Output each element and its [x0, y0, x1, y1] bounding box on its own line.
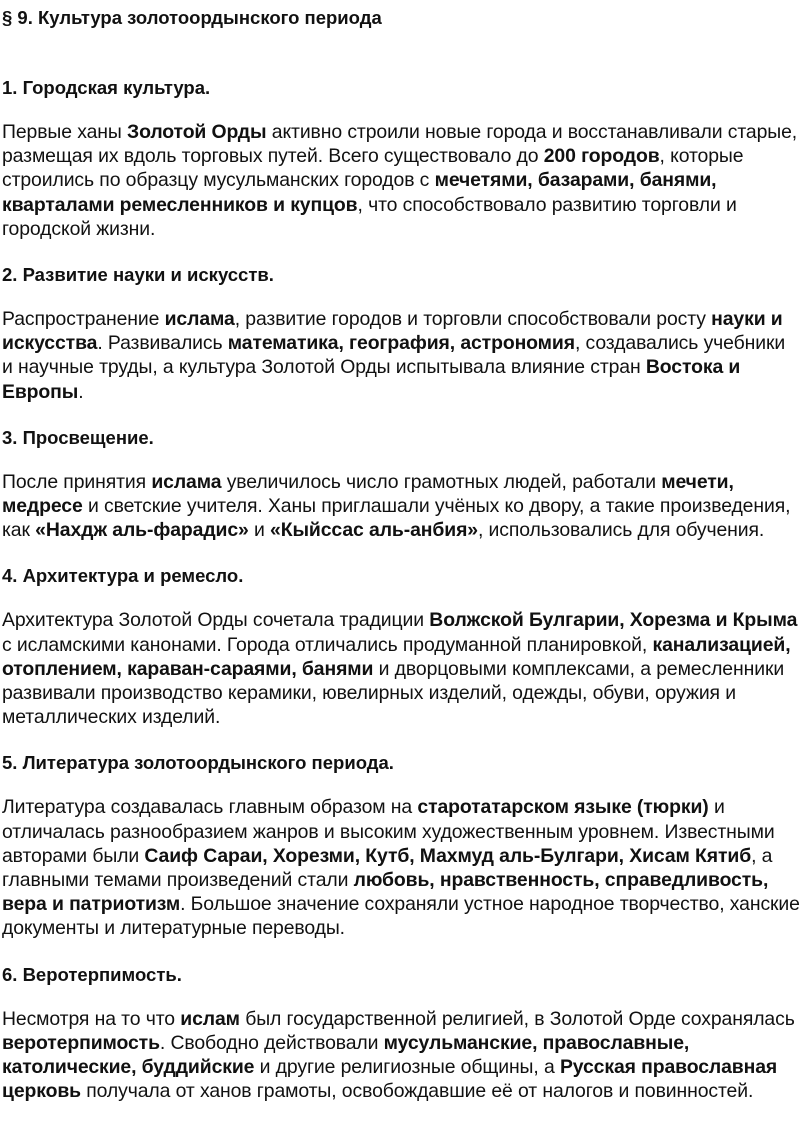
text-run: После принятия — [2, 470, 152, 493]
bold-term: математика, география, астрономия — [227, 332, 575, 355]
text-run: и отличалась разнообразием жанров и высоким художественным уровнем. Известными авторами были — [2, 796, 775, 867]
section-body — [2, 120, 800, 241]
section-heading: 4. Архитектура и ремесло. — [2, 565, 244, 587]
section-heading: 1. Городская культура. — [2, 77, 211, 98]
bold-term: мечетями, базарами, банями, кварталами ремесленников и купцов — [2, 169, 717, 216]
text-run: , которые строились по образцу мусульманских городов с — [2, 145, 744, 192]
bold-term: канализацией, отоплением, караван-сараями, банями — [2, 633, 791, 680]
bold-term: «Нахдж аль-фарадис» — [35, 519, 249, 542]
bold-term: Золотой Орды — [127, 121, 267, 143]
text-run: , что способствовало развитию торговли и городской жизни. — [2, 193, 737, 240]
text-run: , использовались для обучения. — [477, 519, 765, 542]
bold-term: Русская православная церковь — [2, 1056, 778, 1103]
section-heading: 5. Литература золотоордынского периода. — [2, 752, 394, 774]
bold-term: 200 городов — [543, 145, 660, 168]
text-run: был государственной религией, в Золотой Орде сохранялась — [239, 1007, 795, 1030]
section-literature — [2, 751, 800, 940]
text-run: , развитие городов и торговли способствовали росту — [234, 308, 712, 331]
text-run: с исламскими канонами. Города отличались продуманной планировкой, — [2, 633, 653, 656]
text-run: Несмотря на то что — [2, 1007, 181, 1030]
text-run: увеличилось число грамотных людей, работали — [221, 470, 662, 493]
bold-term: мечети, медресе — [2, 470, 734, 518]
text-run: , а главными темами произведений стали — [2, 844, 773, 892]
bold-term: ислам — [180, 1007, 240, 1030]
text-run: Литература создавалась главным образом на — [2, 796, 418, 819]
section-heading: 2. Развитие науки и искусств. — [2, 264, 274, 286]
text-run: Архитектура Золотой Орды сочетала традиции — [2, 609, 430, 632]
text-run: и дворцовыми комплексами, а ремесленники развивали производство керамики, ювелирных изделий, одежды, обуви, оружия и металлических изделий. — [2, 657, 785, 729]
section-heading: 3. Просвещение. — [2, 426, 154, 448]
text-run: . Большое значение сохраняли устное народное творчество, ханские документы и литературные переводы. — [2, 893, 800, 940]
section-urban-culture — [2, 76, 800, 241]
section-education — [2, 426, 800, 543]
bold-term: старотатарском языке (тюрки) — [417, 796, 709, 819]
section-body — [2, 608, 800, 729]
text-run: , создавались учебники и научные труды, а культура Золотой Орды испытывала влияние стран — [2, 332, 786, 379]
text-run: активно строили новые города и восстанавливали старые, размещая их вдоль торговых путей. Всего существовало до — [2, 121, 798, 168]
text-run: и светские учителя. Ханы приглашали учёных ко двору, а такие произведения, как — [2, 495, 791, 542]
text-run: . Развивались — [97, 332, 228, 355]
bold-term: Саиф Сараи, Хорезми, Кутб, Махмуд аль-Булгари, Хисам Кятиб — [144, 844, 752, 867]
section-science-arts — [2, 263, 800, 404]
text-run: Первые ханы — [2, 121, 128, 143]
section-body — [2, 795, 800, 940]
section-heading: 6. Веротерпимость. — [2, 963, 182, 985]
page-title: § 9. Культура золотоордынского периода — [2, 7, 382, 28]
bold-term: науки и искусства — [2, 308, 783, 355]
text-run: Распространение — [2, 308, 165, 331]
bold-term: любовь, нравственность, справедливость, вера и патриотизм — [2, 869, 769, 916]
bold-term: мусульманские, православные, католические, буддийские — [2, 1031, 690, 1079]
text-run: и другие религиозные общины, а — [254, 1056, 560, 1079]
text-run: . — [78, 380, 84, 403]
bold-term: Волжской Булгарии, Хорезма и Крыма — [429, 609, 798, 632]
section-religious-tolerance — [2, 963, 800, 1104]
section-architecture-crafts — [2, 564, 800, 729]
section-body — [2, 1007, 800, 1104]
text-run: и — [248, 519, 271, 542]
bold-term: ислама — [164, 308, 235, 331]
bold-term: ислама — [151, 470, 222, 493]
bold-term: «Кыйссас аль-анбия» — [270, 519, 478, 542]
section-body — [2, 307, 800, 404]
section-body — [2, 470, 800, 543]
text-run: получала от ханов грамоты, освобождавшие её от налогов и повинностей. — [80, 1080, 754, 1103]
text-run: . Свободно действовали — [159, 1031, 384, 1054]
bold-term: веротерпимость — [2, 1031, 160, 1054]
bold-term: Востока и Европы — [2, 356, 741, 403]
